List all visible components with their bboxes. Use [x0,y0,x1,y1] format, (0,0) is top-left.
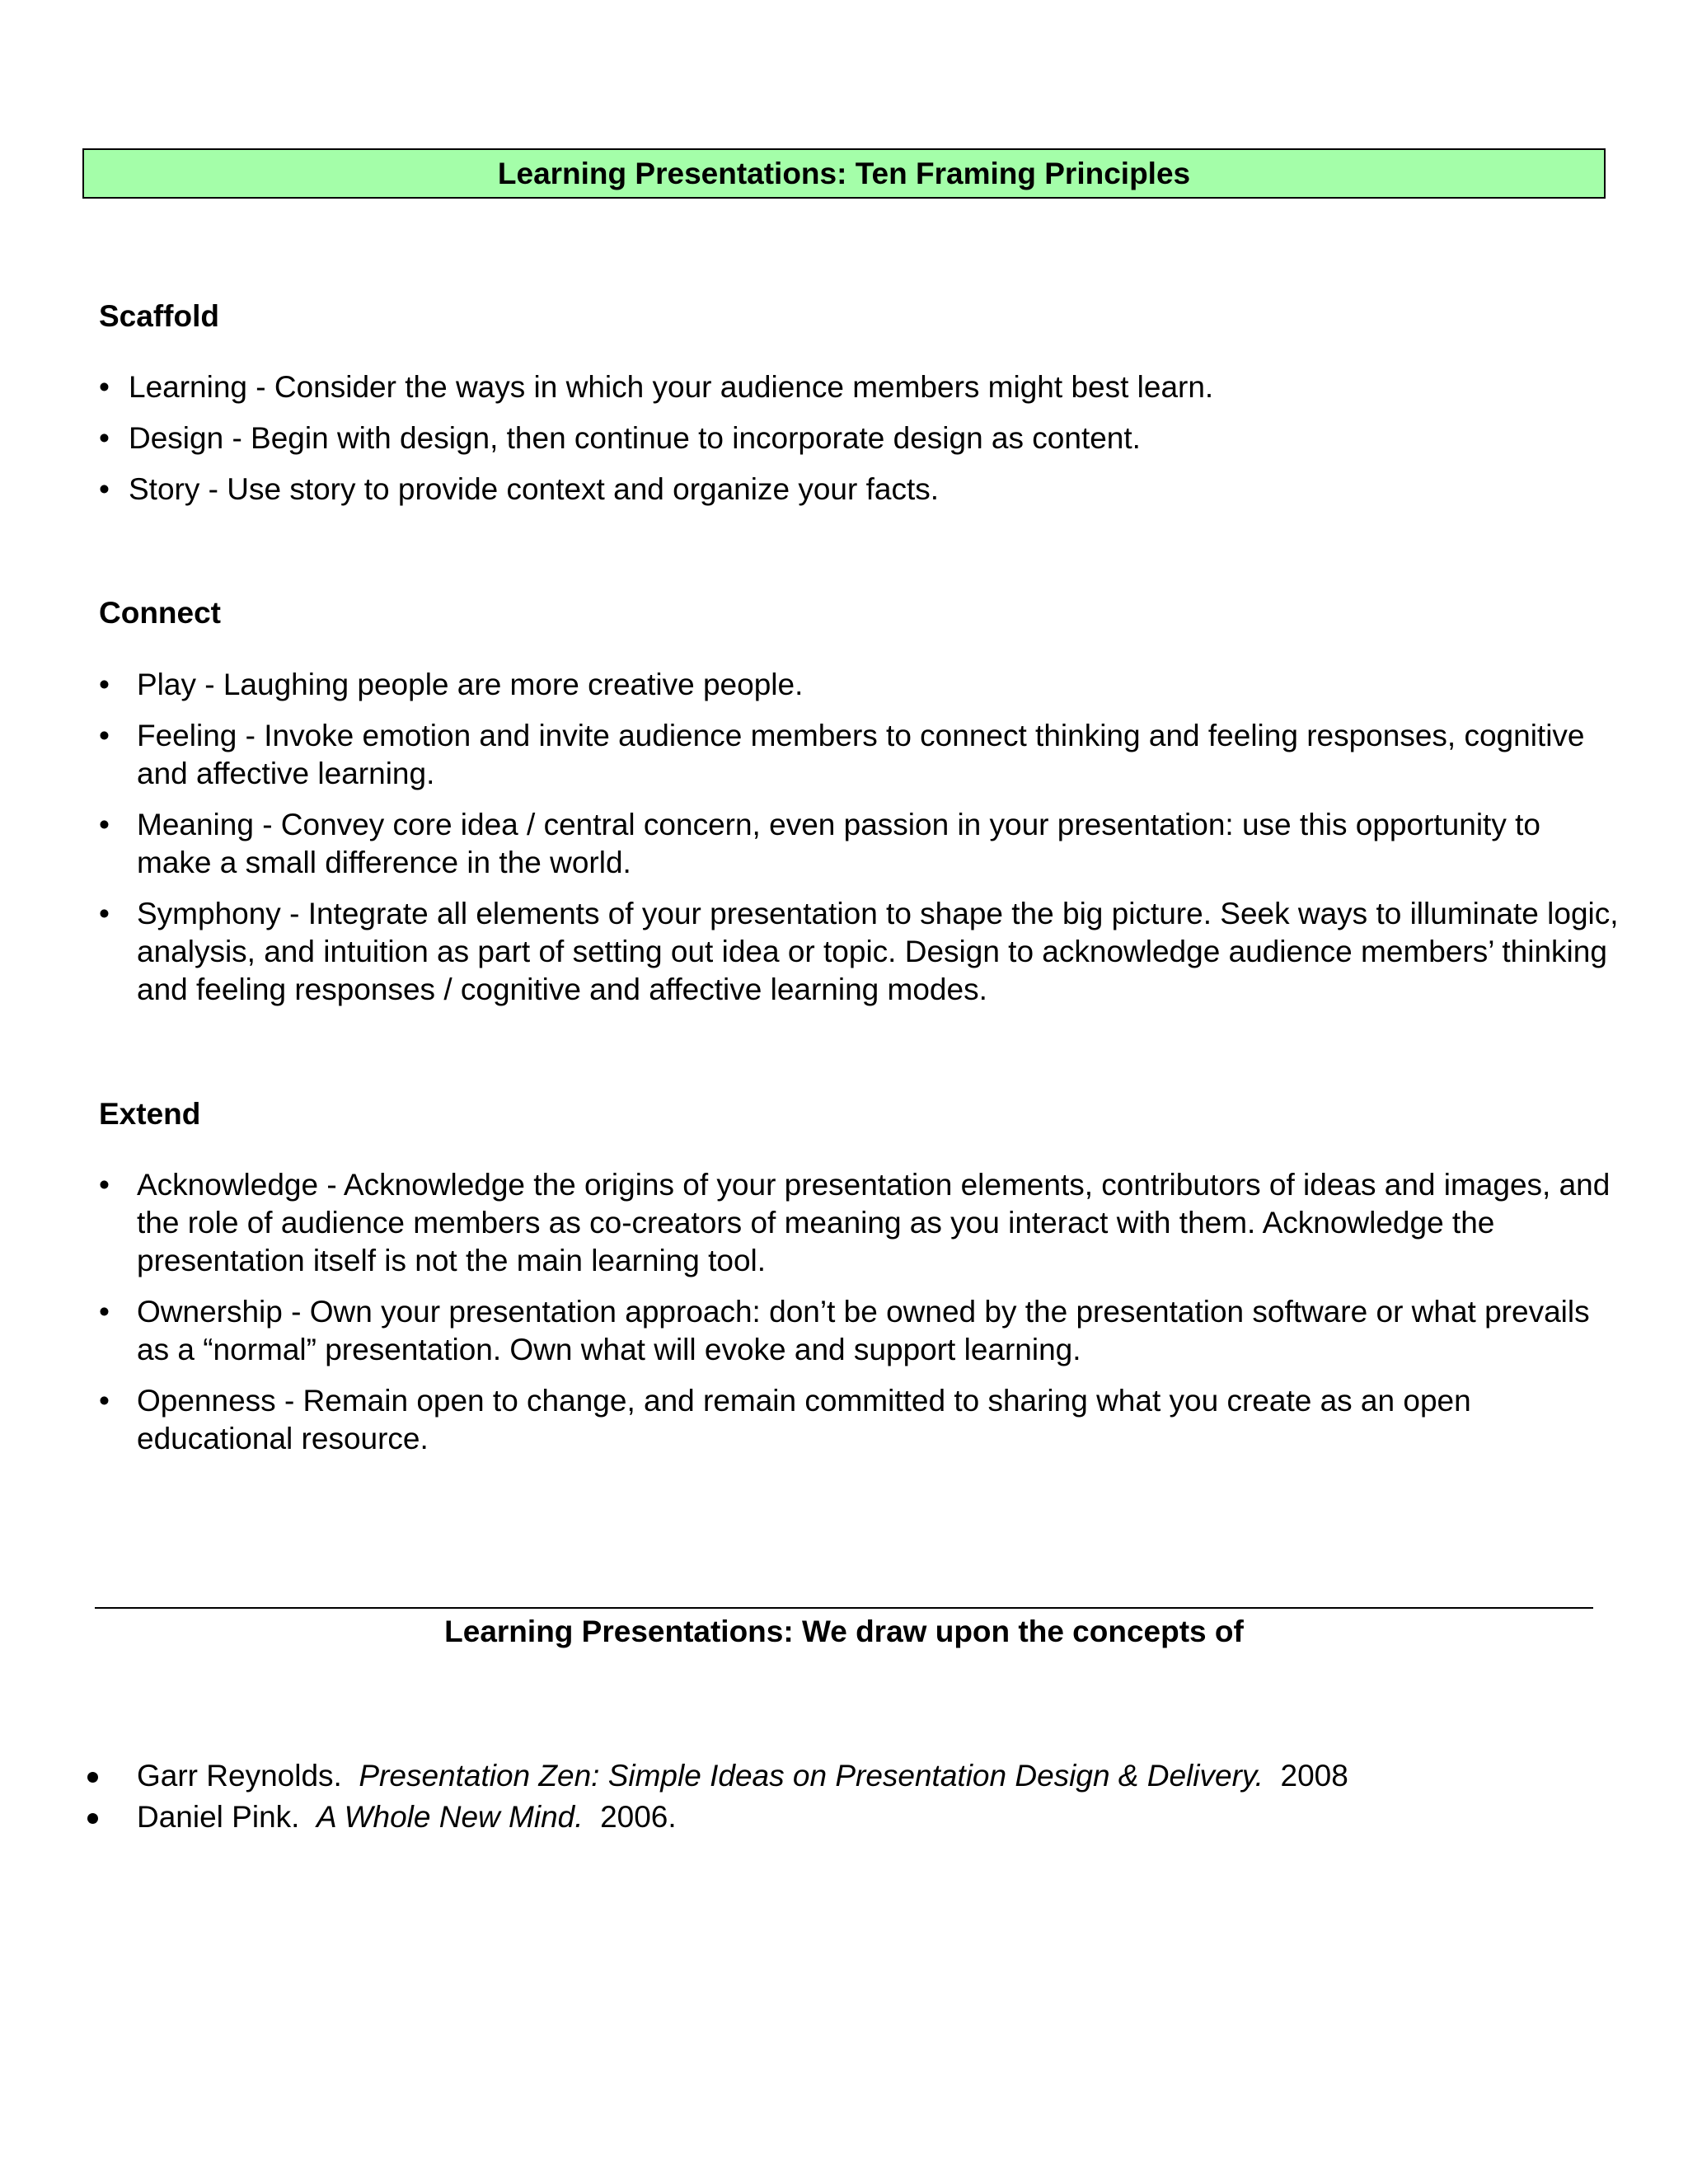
scaffold-list [99,368,1622,522]
bullet-icon: • [99,472,110,506]
concepts-title: Learning Presentations: We draw upon the concepts of [444,1615,1244,1648]
bullet-icon: • [99,421,110,455]
list-item: • Symphony - Integrate all elements of your presentation to shape the big picture. Seek ways to illuminate logic, analysis, and intuition as part of setting out idea or topic. Design to acknowledge audience members’ thinking and feeling responses / cognitive and affective learning modes. [99,897,1619,1006]
connect-list [99,666,1622,1022]
reference-year: 2006. [600,1800,677,1834]
reference-list [82,1757,1348,1840]
section-heading-scaffold: Scaffold [99,299,219,333]
list-item: • Feeling - Invoke emotion and invite audience members to connect thinking and feeling responses, cognitive and affective learning. [99,719,1585,790]
extend-list [99,1166,1622,1471]
reference-author: Garr Reynolds. [137,1759,342,1793]
bullet-icon: • [99,897,110,930]
list-item: • Ownership - Own your presentation approach: don’t be owned by the presentation software or what prevails as a “normal” presentation. Own what will evoke and support learning. [99,1295,1590,1366]
bullet-icon: • [99,1384,110,1418]
page-title: Learning Presentations: Ten Framing Principles [82,148,1606,199]
reference-book: Presentation Zen: Simple Ideas on Presentation Design & Delivery. [359,1759,1264,1793]
section-heading-connect: Connect [99,596,221,630]
list-item: • Acknowledge - Acknowledge the origins of your presentation elements, contributors of ideas and images, and the role of audience members as co-creators of meaning as you interact with them. Acknowledge the presentation itself is not the main learning tool. [99,1168,1611,1277]
bullet-icon: • [99,719,110,752]
list-item: • Design - Begin with design, then continue to incorporate design as content. [99,419,1622,457]
bullet-icon: • [99,1168,110,1202]
reference-item [82,1757,1348,1795]
section-heading-extend: Extend [99,1097,201,1131]
bullet-dot-icon [87,1813,98,1824]
bullet-icon: • [99,1295,110,1329]
reference-year: 2008 [1280,1759,1348,1793]
list-item: • Learning - Consider the ways in which your audience members might best learn. [99,368,1622,406]
bullet-icon: • [99,370,110,404]
reference-author: Daniel Pink. [137,1800,300,1834]
bullet-dot-icon [87,1772,98,1783]
horizontal-divider [95,1607,1593,1609]
reference-item [82,1798,1348,1836]
list-item: • Play - Laughing people are more creative people. [99,666,1622,704]
list-item: • Story - Use story to provide context and organize your facts. [99,471,1622,509]
list-item: • Meaning - Convey core idea / central concern, even passion in your presentation: use this opportunity to make a small difference in the world. [99,808,1540,879]
bullet-icon: • [99,668,110,701]
reference-book: A Whole New Mind. [316,1800,584,1834]
bullet-icon: • [99,808,110,841]
list-item: • Openness - Remain open to change, and remain committed to sharing what you create as an open educational resource. [99,1384,1471,1455]
